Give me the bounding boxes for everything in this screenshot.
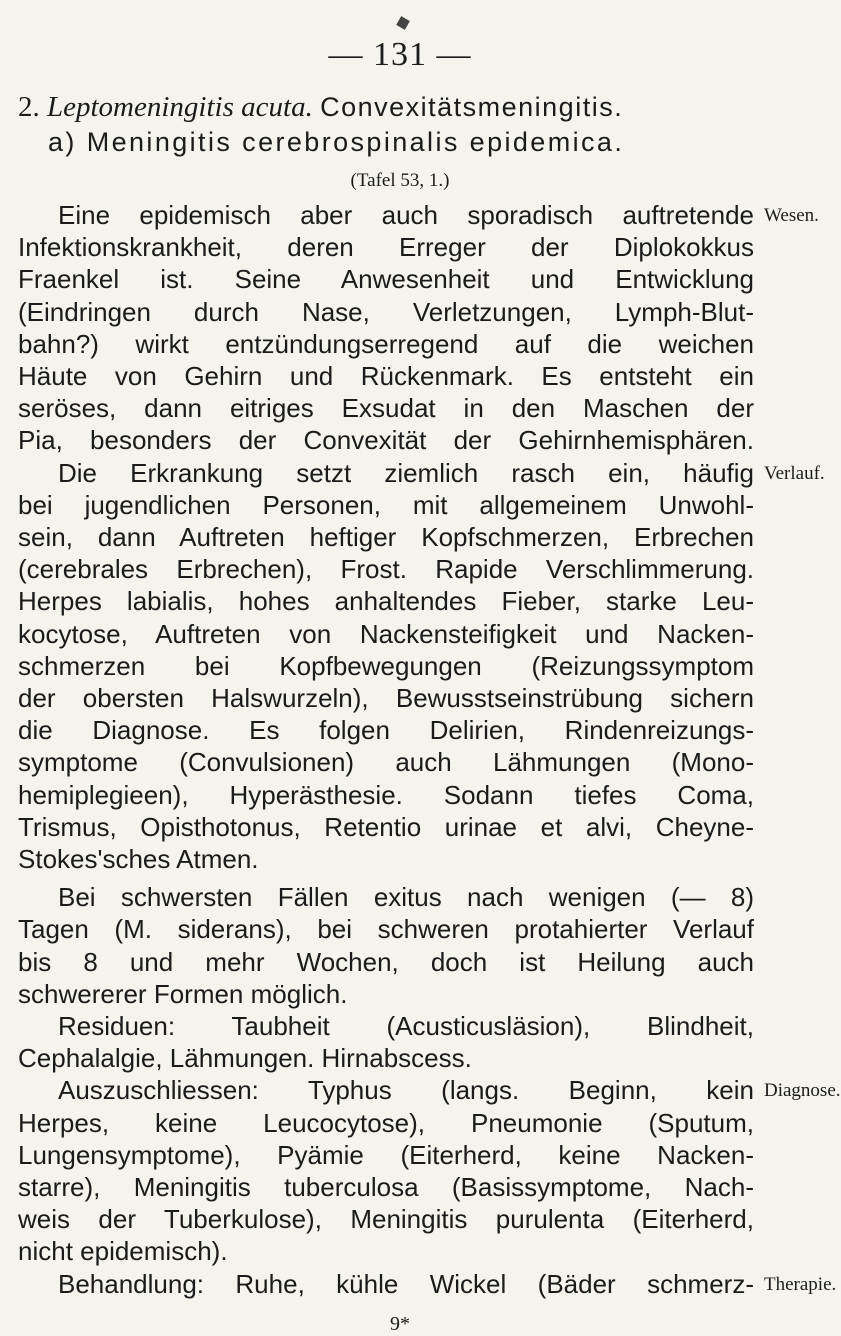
section-title-latin: Leptomeningitis acuta. <box>47 91 313 123</box>
body-line: Tagen (M. siderans), bei schweren protahierter Verlauf <box>18 914 754 945</box>
body-line: Auszuschliessen: Typhus (langs. Beginn, kein <box>58 1075 754 1106</box>
body-line: schwererer Formen möglich. <box>18 978 348 1009</box>
body-line: Infektionskrankheit, deren Erreger der Diplokokkus <box>18 232 754 263</box>
margin-note-therapie: Therapie. <box>764 1273 837 1295</box>
body-line: starre), Meningitis tuberculosa (Basissymptome, Nach- <box>18 1172 754 1202</box>
body-line: der obersten Halswurzeln), Bewusstseinstrübung sichern <box>18 683 754 713</box>
page-number: — 131 — <box>328 36 472 73</box>
body-line: Residuen: Taubheit (Acusticusläsion), Blindheit, <box>58 1011 754 1041</box>
margin-note-verlauf: Verlauf. <box>764 462 825 484</box>
body-line: Stokes'sches Atmen. <box>18 844 259 874</box>
body-line: Trismus, Opisthotonus, Retentio urinae et alvi, Cheyne- <box>18 811 754 842</box>
body-line: (cerebrales Erbrechen), Frost. Rapide Verschlimmerung. <box>18 554 754 585</box>
body-line: Fraenkel ist. Seine Anwesenheit und Entwicklung <box>18 264 754 295</box>
body-line: weis der Tuberkulose), Meningitis purulenta (Eiterherd, <box>18 1204 754 1235</box>
body-line: symptome (Convulsionen) auch Lähmungen (Mono- <box>18 747 754 778</box>
body-line: Bei schwersten Fällen exitus nach wenigen (— 8) <box>58 882 754 913</box>
body-line: Häute von Gehirn und Rückenmark. Es entsteht ein <box>18 361 754 391</box>
body-line: bei jugendlichen Personen, mit allgemeinem Unwohl- <box>18 489 754 520</box>
body-line: die Diagnose. Es folgen Delirien, Rindenreizungs- <box>18 715 754 746</box>
section-title-german: Convexitätsmeningitis. <box>320 92 624 122</box>
body-line: Lungensymptome), Pyämie (Eiterherd, keine Nacken- <box>18 1139 754 1170</box>
signature-mark: 9* <box>390 1312 410 1335</box>
margin-note-diagnose: Diagnose. <box>764 1080 841 1102</box>
section-number: 2. <box>18 91 40 123</box>
body-line: Herpes, keine Leucocytose), Pneumonie (Sputum, <box>18 1107 754 1138</box>
body-line: bis 8 und mehr Wochen, doch ist Heilung auch <box>18 946 754 977</box>
body-line: Eine epidemisch aber auch sporadisch auftretende <box>58 200 754 230</box>
body-line: Cephalalgie, Lähmungen. Hirnabscess. <box>18 1043 472 1074</box>
ink-mark <box>396 16 410 30</box>
body-line: Behandlung: Ruhe, kühle Wickel (Bäder schmerz- <box>58 1268 754 1299</box>
body-line: Herpes labialis, hohes anhaltendes Fieber, starke Leu- <box>18 586 754 617</box>
plate-reference: (Tafel 53, 1.) <box>350 170 450 191</box>
body-line: sein, dann Auftreten heftiger Kopfschmerzen, Erbrechen <box>18 522 754 552</box>
body-line: (Eindringen durch Nase, Verletzungen, Lymph-Blut- <box>18 296 754 327</box>
section-heading <box>18 90 754 125</box>
body-line: seröses, dann eitriges Exsudat in den Maschen der <box>18 393 754 424</box>
body-line: nicht epidemisch). <box>18 1236 228 1267</box>
body-line: Pia, besonders der Convexität der Gehirnhemisphären. <box>18 425 754 456</box>
body-line: schmerzen bei Kopfbewegungen (Reizungssymptom <box>18 650 754 681</box>
body-line: Die Erkrankung setzt ziemlich rasch ein, häufig <box>58 457 754 488</box>
body-line: bahn?) wirkt entzündungserregend auf die weichen <box>18 328 754 359</box>
margin-note-wesen: Wesen. <box>764 205 819 226</box>
subsection-heading: a) Meningitis cerebrospinalis epidemica. <box>48 127 625 157</box>
body-line: hemiplegieen), Hyperästhesie. Sodann tiefes Coma, <box>18 779 754 810</box>
body-line: kocytose, Auftreten von Nackensteifigkeit und Nacken- <box>18 618 754 649</box>
